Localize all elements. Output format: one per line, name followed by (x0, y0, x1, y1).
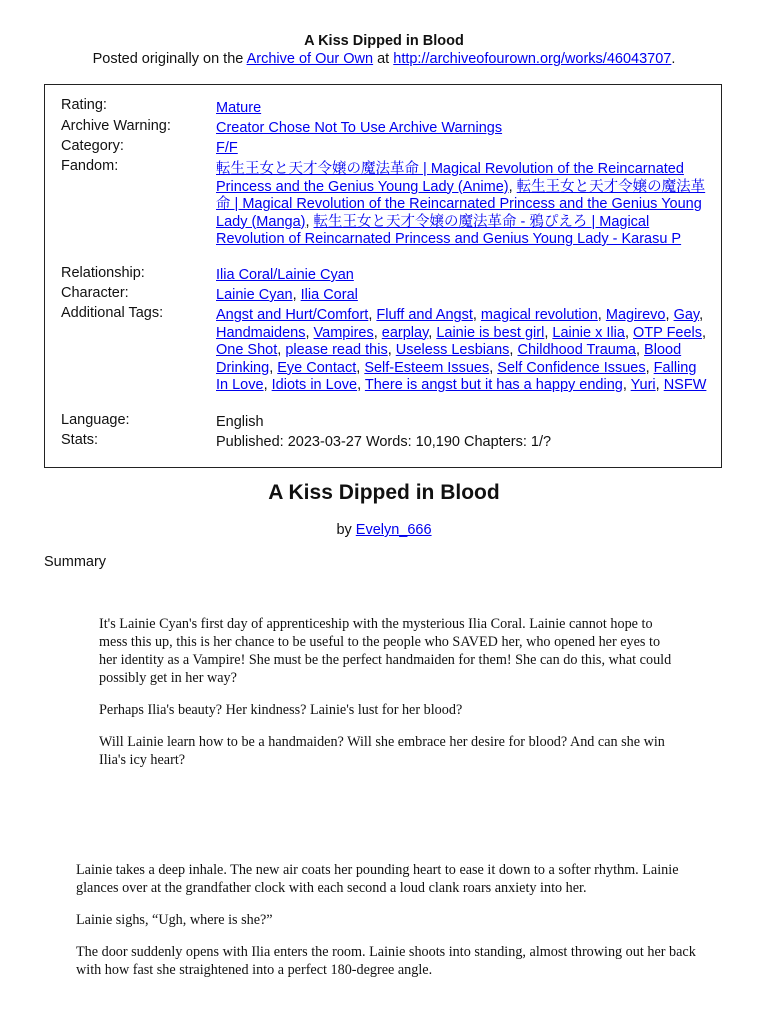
at-text: at (373, 51, 394, 67)
fandom-label: Fandom: (61, 158, 119, 174)
tag-link[interactable]: Vampires (313, 324, 374, 341)
tags-label: Additional Tags: (61, 305, 164, 321)
posted-line (0, 50, 768, 68)
fandom-list: 転生王女と天才令嬢の魔法革命 | Magical Revolution of the Reincarnated Princess and the Genius Young Lady (Anime), 転生王女と天才令嬢の魔法革命 | Magical Revolution of the Reincarnated Princess and the Genius Young Lady (Manga), 転生王女と天才令嬢の魔法革命 - 鴉ぴえろ | Magical Revolution of Reincarnated Princess and Genius Young Lady - Karasu P (216, 161, 706, 247)
relationship-label: Relationship: (61, 265, 145, 281)
tag-link[interactable]: earplay (381, 324, 429, 341)
archive-link[interactable]: Archive of Our Own (246, 51, 374, 67)
summary-text (99, 615, 679, 783)
posted-prefix: Posted originally on the (92, 51, 247, 67)
fandom-link[interactable]: 転生王女と天才令嬢の魔法革命 - 鴉ぴえろ | Magical Revolution of Reincarnated Princess and Genius Young Lady - Karasu P (216, 213, 682, 247)
tag-link[interactable]: please read this (285, 342, 388, 358)
character-link[interactable]: Ilia Coral (300, 287, 358, 303)
tag-link[interactable]: magical revolution (480, 307, 598, 323)
document-header (0, 0, 768, 68)
author-link[interactable]: Evelyn_666 (355, 522, 432, 538)
header-title: A Kiss Dipped in Blood (304, 33, 464, 49)
warning-link[interactable]: Creator Chose Not To Use Archive Warnings (216, 120, 503, 136)
tag-link[interactable]: Fluff and Angst (376, 307, 473, 323)
character-list: Lainie Cyan, Ilia Coral (216, 287, 358, 303)
warning-label: Archive Warning: (61, 118, 171, 134)
tag-link[interactable]: Childhood Trauma (517, 342, 636, 358)
fandom-link[interactable]: 転生王女と天才令嬢の魔法革命 | Magical Revolution of the Reincarnated Princess and the Genius Young Lady (Manga) (216, 178, 706, 230)
tag-link[interactable]: Blood Drinking (216, 342, 682, 376)
tag-link[interactable]: Falling In Love (216, 359, 697, 393)
work-title: A Kiss Dipped in Blood (268, 481, 500, 504)
summary-heading: Summary (44, 554, 107, 570)
tag-link[interactable]: Self Confidence Issues (497, 359, 646, 376)
tag-link[interactable]: Angst and Hurt/Comfort (216, 307, 369, 323)
story-paragraph: The door suddenly opens with Ilia enters the room. Lainie shoots into standing, almost throwing out her back with how fast she straightened into a perfect 180-degree angle. (76, 944, 696, 978)
tags-list: Angst and Hurt/Comfort, Fluff and Angst, magical revolution, Magirevo, Gay, Handmaidens, Vampires, earplay, Lainie is best girl, Lainie x Ilia, OTP Feels, One Shot, please read this, Useless Lesbians, Childhood Trauma, Blood Drinking, Eye Contact, Self-Esteem Issues, Self Confidence Issues, Falling In Love, Idiots in Love, There is angst but it has a happy ending, Yuri, NSFW (216, 307, 707, 393)
tag-link[interactable]: Lainie x Ilia (552, 324, 625, 341)
posted-period: . (671, 51, 676, 67)
summary-paragraph: Perhaps Ilia's beauty? Her kindness? Lainie's lust for her blood? (99, 702, 463, 718)
stats-value: Published: 2023-03-27 Words: 10,190 Chapters: 1/? (216, 434, 552, 450)
tag-link[interactable]: Eye Contact (277, 359, 357, 376)
byline-prefix: by (336, 522, 356, 538)
stats-label: Stats: (61, 432, 99, 448)
story-text (76, 861, 696, 993)
relationship-link[interactable]: Ilia Coral/Lainie Cyan (216, 267, 354, 283)
story-paragraph: Lainie takes a deep inhale. The new air coats her pounding heart to ease it down to a softer rhythm. Lainie glances over at the grandfather clock with each second a loud clank roars anxiety into her. (76, 862, 679, 896)
character-link[interactable]: Lainie Cyan (216, 287, 293, 303)
tag-link[interactable]: One Shot (216, 342, 278, 358)
tag-link[interactable]: Lainie is best girl (436, 324, 545, 341)
tag-link[interactable]: Handmaidens (216, 324, 306, 341)
byline (0, 522, 768, 538)
category-label: Category: (61, 138, 124, 154)
summary-paragraph: It's Lainie Cyan's first day of apprenticeship with the mysterious Ilia Coral. Lainie cannot hope to mess this up, this is her chance to be useful to the people who SAVED her, who opened her eyes to her identity as a Vampire! She must be the perfect handmaiden for them! She can do this, what could possibly get in her way? (99, 616, 672, 686)
tag-link[interactable]: Magirevo (605, 307, 666, 323)
tag-link[interactable]: Useless Lesbians (395, 342, 510, 358)
character-label: Character: (61, 285, 129, 301)
tag-link[interactable]: There is angst but it has a happy ending (364, 377, 623, 393)
tag-link[interactable]: Gay (673, 307, 700, 323)
summary-paragraph: Will Lainie learn how to be a handmaiden? Will she embrace her desire for blood? And can she win Ilia's icy heart? (99, 734, 665, 768)
category-link[interactable]: F/F (216, 140, 238, 156)
work-url-link[interactable]: http://archiveofourown.org/works/46043707 (393, 51, 672, 67)
tag-link[interactable]: Yuri (630, 377, 656, 393)
language-label: Language: (61, 412, 130, 428)
tag-link[interactable]: Idiots in Love (271, 377, 358, 393)
tag-link[interactable]: NSFW (663, 377, 707, 393)
story-paragraph: Lainie sighs, “Ugh, where is she?” (76, 912, 273, 928)
rating-link[interactable]: Mature (216, 100, 262, 116)
metadata-box (44, 84, 722, 468)
rating-label: Rating: (61, 97, 107, 113)
fandom-link[interactable]: 転生王女と天才令嬢の魔法革命 | Magical Revolution of the Reincarnated Princess and the Genius Young Lady (Anime) (216, 161, 684, 195)
language-value: English (216, 414, 264, 430)
tag-link[interactable]: OTP Feels (633, 324, 703, 341)
tag-link[interactable]: Self-Esteem Issues (364, 359, 490, 376)
